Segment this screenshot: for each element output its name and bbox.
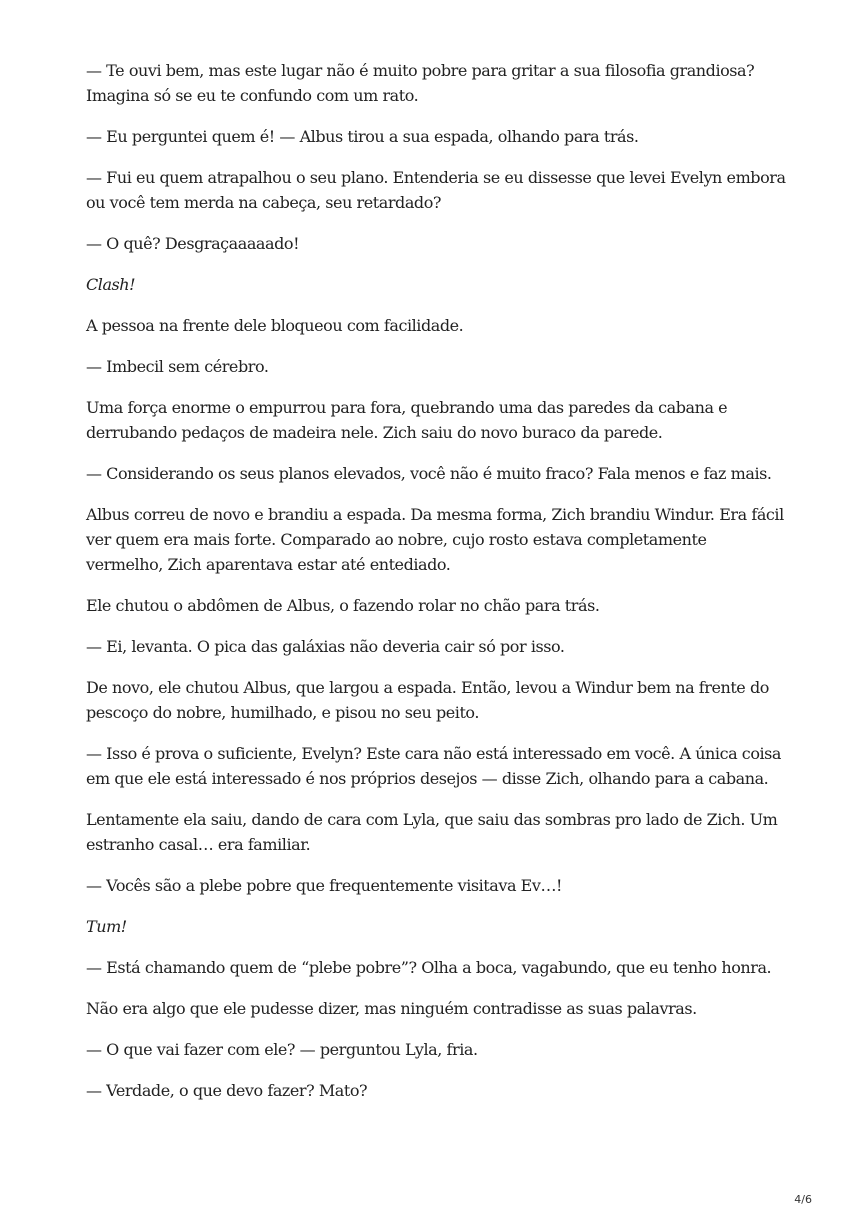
sound-effect: Tum! (86, 917, 127, 936)
paragraph: — Ei, levanta. O pica das galáxias não deveria cair só por isso. (86, 637, 565, 656)
paragraph: — Isso é prova o suficiente, Evelyn? Este cara não está interessado em você. A única coisa em que ele está interessado é nos próprios desejos — disse Zich, olhando para a cabana. (86, 744, 782, 788)
paragraph: Não era algo que ele pudesse dizer, mas ninguém contradisse as suas palavras. (86, 999, 697, 1018)
document-body (86, 58, 786, 1119)
sound-effect: Clash! (86, 275, 136, 294)
paragraph: — O que vai fazer com ele? — perguntou Lyla, fria. (86, 1040, 478, 1059)
paragraph: — O quê? Desgraçaaaaado! (86, 234, 300, 253)
paragraph: — Verdade, o que devo fazer? Mato? (86, 1081, 368, 1100)
paragraph: — Imbecil sem cérebro. (86, 357, 269, 376)
paragraph: Lentamente ela saiu, dando de cara com Lyla, que saiu das sombras pro lado de Zich. Um estranho casal… era familiar. (86, 810, 778, 854)
paragraph: De novo, ele chutou Albus, que largou a espada. Então, levou a Windur bem na frente do pescoço do nobre, humilhado, e pisou no seu peito. (86, 678, 769, 722)
paragraph: — Vocês são a plebe pobre que frequentemente visitava Ev…! (86, 876, 563, 895)
paragraph: A pessoa na frente dele bloqueou com facilidade. (86, 316, 464, 335)
paragraph: — Te ouvi bem, mas este lugar não é muito pobre para gritar a sua filosofia grandiosa? Imagina só se eu te confundo com um rato. (86, 61, 755, 105)
paragraph: — Está chamando quem de “plebe pobre”? Olha a boca, vagabundo, que eu tenho honra. (86, 958, 772, 977)
paragraph: Ele chutou o abdômen de Albus, o fazendo rolar no chão para trás. (86, 596, 600, 615)
paragraph: — Fui eu quem atrapalhou o seu plano. Entenderia se eu dissesse que levei Evelyn embora ou você tem merda na cabeça, seu retardado? (86, 168, 786, 212)
page-number: 4/6 (794, 1193, 812, 1206)
paragraph: Uma força enorme o empurrou para fora, quebrando uma das paredes da cabana e derrubando pedaços de madeira nele. Zich saiu do novo buraco da parede. (86, 398, 728, 442)
paragraph: — Considerando os seus planos elevados, você não é muito fraco? Fala menos e faz mais. (86, 464, 772, 483)
paragraph: Albus correu de novo e brandiu a espada. Da mesma forma, Zich brandiu Windur. Era fácil ver quem era mais forte. Comparado ao nobre, cujo rosto estava completamente vermelho, Zich aparentava estar até entediado. (86, 505, 784, 574)
paragraph: — Eu perguntei quem é! — Albus tirou a sua espada, olhando para trás. (86, 127, 639, 146)
